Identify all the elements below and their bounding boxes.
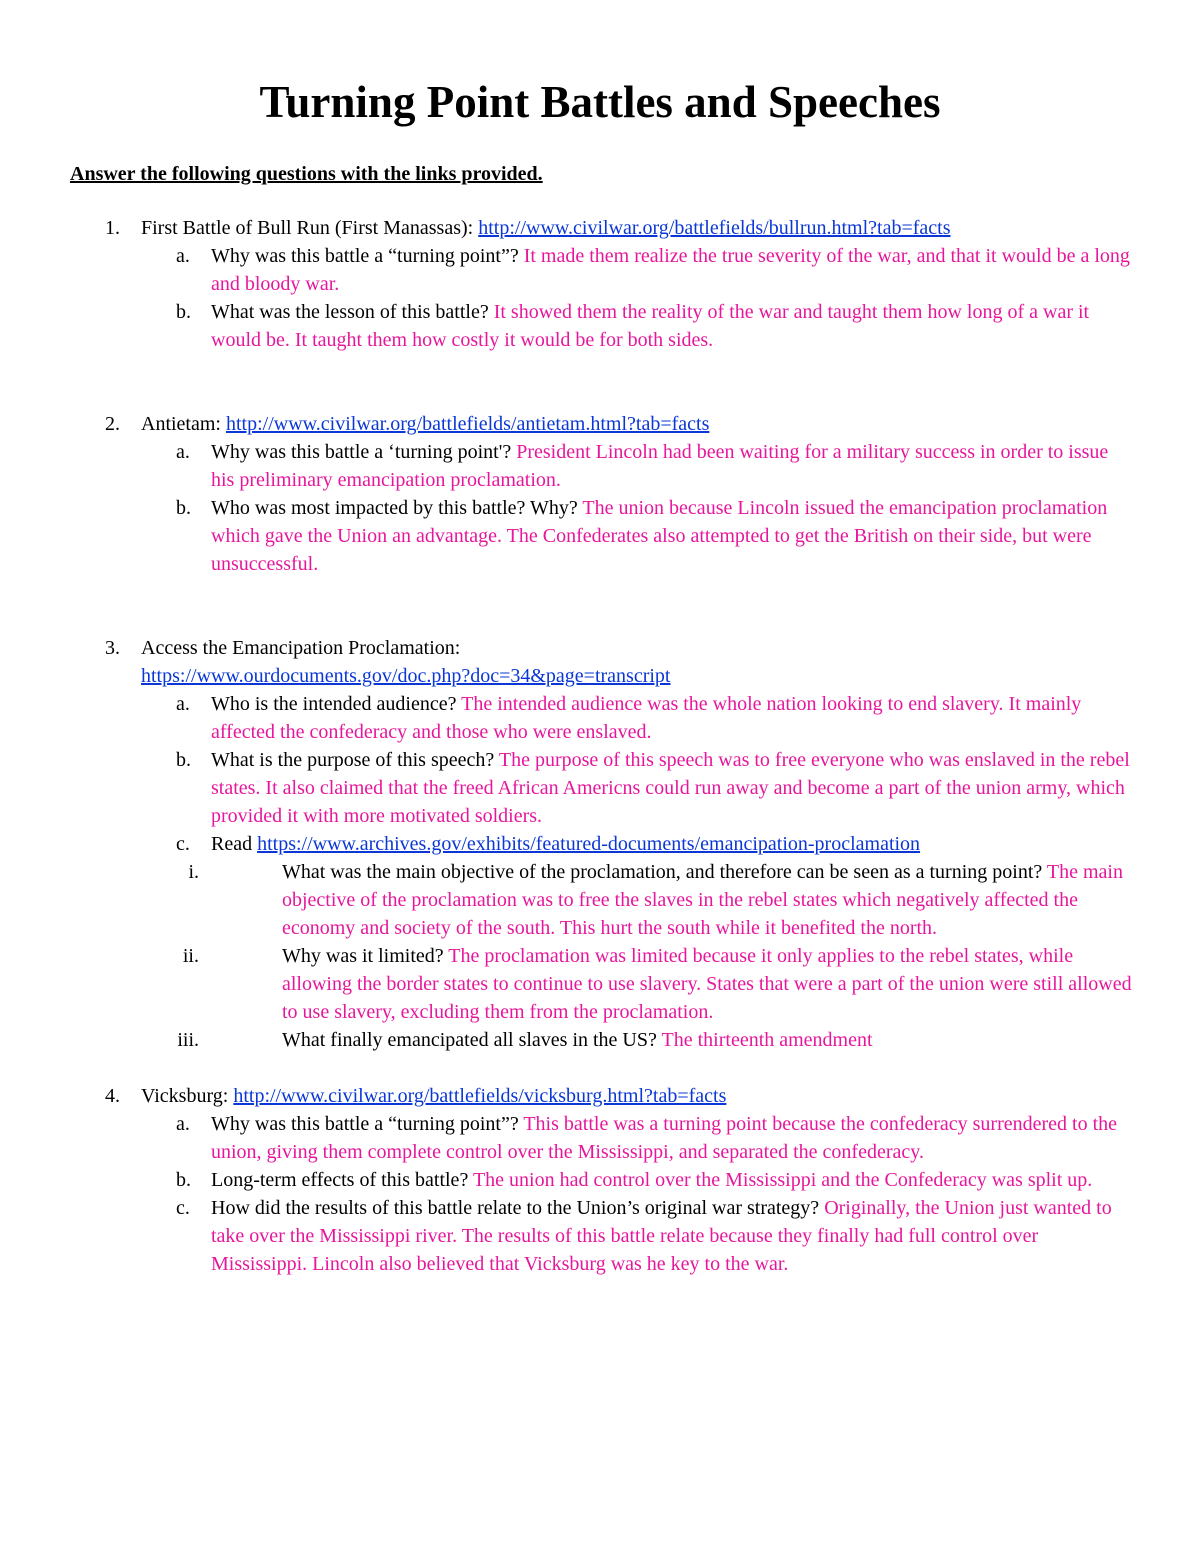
antietam-link[interactable]: http://www.civilwar.org/battlefields/antietam.html?tab=facts: [225, 413, 710, 435]
question-3: [0, 634, 1200, 690]
sub-marker: b.: [176, 301, 191, 323]
question-3a: [0, 690, 1131, 746]
answer-text: The purpose of this speech was to free everyone who was enslaved in the rebel states. It also claimed that the freed African Americns could run away and become a part of the union army, which provided it with more motivated soldiers.: [211, 749, 1130, 827]
question-text: What was the lesson of this battle?: [211, 301, 494, 323]
answer-text: The union because Lincoln issued the emancipation proclamation which gave the Union an advantage. The Confederates also attempted to get the British on their side, but were unsuccessful.: [211, 497, 1108, 575]
question-number: 2.: [105, 413, 120, 435]
question-3c-ii: [0, 942, 1134, 1026]
question-text: What was the main objective of the proclamation, and therefore can be seen as a turning point?: [282, 861, 1047, 883]
answer-text: The union had control over the Mississippi and the Confederacy was split up.: [472, 1169, 1093, 1191]
question-text: Why was this battle a “turning point”?: [211, 245, 524, 267]
question-3c: [0, 830, 1131, 858]
question-label: First Battle of Bull Run (First Manassas):: [141, 217, 479, 239]
sub-marker: b.: [176, 497, 191, 519]
sub-marker: a.: [176, 245, 190, 267]
sub-marker: iii.: [177, 1029, 199, 1051]
question-label: Antietam:: [141, 413, 226, 435]
answer-text: The main objective of the proclamation was to free the slaves in the rebel states which negatively affected the economy and society of the south. This hurt the south while it benefited the north.: [282, 861, 1123, 939]
ourdocuments-link[interactable]: https://www.ourdocuments.gov/doc.php?doc=34&page=transcript: [141, 665, 671, 687]
spacer: [0, 578, 1200, 634]
sub-marker: a.: [176, 693, 190, 715]
question-4b: [0, 1166, 1131, 1194]
question-label: Access the Emancipation Proclamation:: [141, 637, 461, 659]
sub-marker: b.: [176, 1169, 191, 1191]
question-list: [0, 214, 1200, 1278]
bullrun-link[interactable]: http://www.civilwar.org/battlefields/bullrun.html?tab=facts: [478, 217, 951, 239]
archives-link[interactable]: https://www.archives.gov/exhibits/featured-documents/emancipation-proclamation: [257, 833, 921, 855]
question-text: Read: [211, 833, 258, 855]
instructions: Answer the following questions with the links provided.: [70, 163, 543, 185]
question-text: Who was most impacted by this battle? Why?: [211, 497, 583, 519]
spacer: [0, 354, 1200, 410]
question-1: [0, 214, 1200, 242]
question-4a: [0, 1110, 1131, 1166]
answer-text: President Lincoln had been waiting for a military success in order to issue his preliminary emancipation proclamation.: [211, 441, 1109, 491]
sub-marker: c.: [176, 833, 190, 855]
question-text: Who is the intended audience?: [211, 693, 462, 715]
answer-text: The thirteenth amendment: [661, 1029, 873, 1051]
question-1a: [0, 242, 1131, 298]
sub-marker: a.: [176, 1113, 190, 1135]
question-2: [0, 410, 1200, 438]
spacer: [0, 1054, 1200, 1082]
sub-marker: ii.: [182, 945, 199, 967]
question-3c-i: [0, 858, 1134, 942]
answer-text: It showed them the reality of the war and taught them how long of a war it would be. It taught them how costly it would be for both sides.: [211, 301, 1090, 351]
answer-text: It made them realize the true severity of the war, and that it would be a long and bloody war.: [211, 245, 1130, 295]
document-title: Turning Point Battles and Speeches: [259, 77, 941, 127]
sub-marker: a.: [176, 441, 190, 463]
question-3c-iii: [0, 1026, 1134, 1054]
question-4: [0, 1082, 1200, 1110]
question-text: Why was it limited?: [282, 945, 449, 967]
answer-text: The intended audience was the whole nation looking to end slavery. It mainly affected the confederacy and those who were enslaved.: [211, 693, 1082, 743]
answer-text: Originally, the Union just wanted to take over the Mississippi river. The results of this battle relate because they finally had full control over Mississippi. Lincoln also believed that Vicksburg was he key to the war.: [211, 1197, 1112, 1275]
sub-marker: b.: [176, 749, 191, 771]
question-label: Vicksburg:: [141, 1085, 234, 1107]
question-2a: [0, 438, 1131, 494]
question-4c: [0, 1194, 1131, 1278]
question-number: 4.: [105, 1085, 120, 1107]
question-text: How did the results of this battle relate to the Union’s original war strategy?: [211, 1197, 825, 1219]
question-text: What finally emancipated all slaves in the US?: [282, 1029, 662, 1051]
question-number: 3.: [105, 637, 120, 659]
question-2b: [0, 494, 1131, 578]
answer-text: The proclamation was limited because it only applies to the rebel states, while allowing the border states to continue to use slavery. States that were a part of the union were still allowed to use slavery, excluding them from the proclamation.: [282, 945, 1132, 1023]
answer-text: This battle was a turning point because the confederacy surrendered to the union, giving them complete control over the Mississippi, and separated the confederacy.: [211, 1113, 1118, 1163]
question-text: What is the purpose of this speech?: [211, 749, 499, 771]
question-text: Why was this battle a “turning point”?: [211, 1113, 524, 1135]
question-text: Why was this battle a ‘turning point'?: [211, 441, 517, 463]
sub-marker: c.: [176, 1197, 190, 1219]
question-text: Long-term effects of this battle?: [211, 1169, 473, 1191]
question-number: 1.: [105, 217, 120, 239]
question-1b: [0, 298, 1131, 354]
sub-marker: i.: [188, 861, 199, 883]
vicksburg-link[interactable]: http://www.civilwar.org/battlefields/vicksburg.html?tab=facts: [233, 1085, 727, 1107]
question-3b: [0, 746, 1131, 830]
